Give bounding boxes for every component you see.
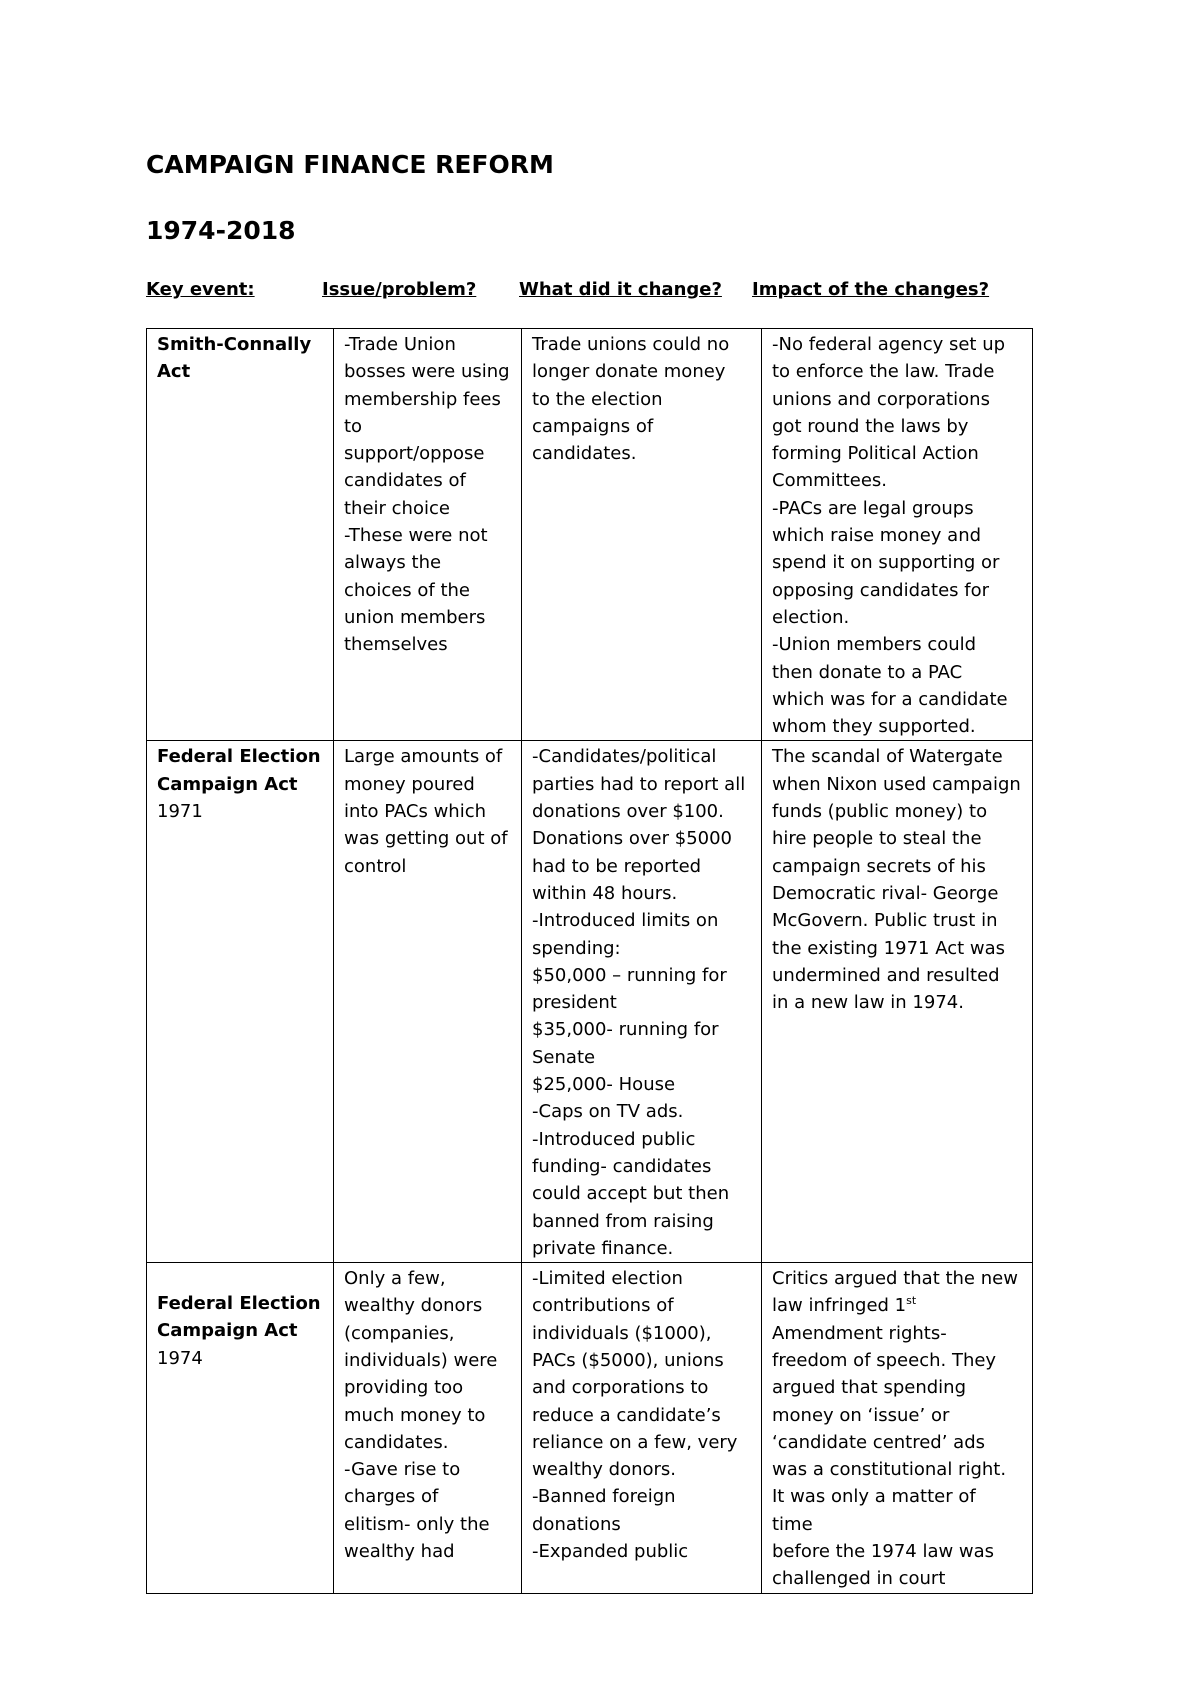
impact-line-text: when Nixon used campaign [772,773,1021,795]
table-row [147,329,1033,741]
impact-line-text: argued that spending [772,1377,966,1399]
impact-line [772,604,1022,631]
issue-cell [334,1263,522,1594]
issue-line-text: choices of the [344,579,470,601]
issue-line-text: wealthy had [344,1541,455,1563]
impact-line [772,495,1022,522]
key-event-cell [147,329,334,741]
change-line [532,1126,751,1153]
column-header-impact: Impact of the changes? [752,279,990,300]
change-line [532,989,751,1016]
issue-line [344,1483,511,1510]
reform-table [146,328,1033,1594]
impact-cell [762,1263,1033,1594]
impact-line-text: unions and corporations [772,388,990,410]
change-line [532,1235,751,1262]
issue-line-text: (companies, [344,1322,455,1344]
impact-line-text: hire people to steal the [772,828,982,850]
change-line-text: -Introduced limits on [532,910,719,932]
change-line-text: $25,000- House [532,1074,676,1096]
impact-line [772,522,1022,549]
change-line-text: private finance. [532,1237,674,1259]
change-line-text: donations [532,1513,621,1535]
change-line [532,743,751,770]
change-line [532,1402,751,1429]
event-name-line: Federal Election [157,746,321,768]
change-line-text: -Introduced public [532,1128,696,1150]
issue-line [344,1538,511,1565]
issue-line-text: themselves [344,634,448,656]
change-line-text: Trade unions could no [532,334,730,355]
impact-line-text: opposing candidates for [772,579,990,601]
change-line-text: spending: [532,937,621,959]
change-line [532,798,751,825]
issue-line [344,549,511,576]
issue-line [344,798,511,825]
issue-line-text: support/oppose [344,443,485,465]
change-line [532,1044,751,1071]
column-header-change: What did it change? [519,279,722,300]
impact-line-text: The scandal of Watergate [772,746,1003,768]
impact-line-text: spend it on supporting or [772,552,1000,574]
issue-line [344,577,511,604]
issue-line-text: individuals) were [344,1349,498,1371]
impact-line [772,631,1022,658]
issue-line [344,413,511,440]
change-line-text: reliance on a few, very [532,1431,738,1453]
change-line-text: donations over $100. [532,801,724,823]
change-line-text: funding- candidates [532,1155,712,1177]
change-line [532,880,751,907]
change-line-text: Donations over $5000 [532,828,733,850]
impact-line [772,358,1022,385]
change-line [532,440,751,467]
impact-line-text: Committees. [772,470,888,492]
issue-line [344,743,511,770]
change-line [532,1098,751,1125]
change-line [532,1374,751,1401]
table-row [147,1263,1033,1594]
issue-line-text: elitism- only the [344,1513,490,1535]
change-line [532,1511,751,1538]
impact-line-text: Amendment rights- [772,1322,947,1344]
change-line [532,1153,751,1180]
impact-line-text: which raise money and [772,525,982,547]
issue-line-text: always the [344,552,442,574]
impact-line [772,743,1022,770]
change-line [532,853,751,880]
issue-line-text: -Trade Union [344,334,456,355]
change-line [532,962,751,989]
issue-line [344,467,511,494]
issue-line-text: bosses were using [344,361,510,383]
change-line-text: to the election [532,388,663,410]
event-name-line: Campaign Act [157,1320,298,1342]
change-line [532,907,751,934]
issue-line-text: much money to [344,1404,486,1426]
issue-cell [334,329,522,741]
impact-line-text: funds (public money) to [772,801,988,823]
change-cell [522,1263,762,1594]
change-cell [522,741,762,1263]
issue-line [344,440,511,467]
change-line-text: individuals ($1000), [532,1322,712,1344]
impact-line-text: law infringed 1 [772,1295,907,1317]
issue-line [344,1402,511,1429]
impact-line [772,853,1022,880]
impact-line [772,1565,1022,1592]
change-line [532,1071,751,1098]
change-line-text: longer donate money [532,361,726,383]
impact-line-text: Democratic rival- George [772,882,999,904]
impact-line [772,1374,1022,1401]
issue-line-text: -These were not [344,525,488,547]
change-line-text: president [532,992,617,1014]
key-event-cell [147,1263,334,1594]
impact-line [772,440,1022,467]
change-line-text: within 48 hours. [532,882,678,904]
issue-line [344,1429,511,1456]
issue-line [344,853,511,880]
impact-line [772,1483,1022,1538]
impact-line [772,989,1022,1016]
change-line-text: contributions of [532,1295,674,1317]
event-name-line: Smith-Connally [157,334,312,355]
change-line [532,358,751,385]
impact-line-text: -Union members could [772,634,977,656]
issue-line [344,358,511,385]
impact-line-text: It was only a matter of time [772,1486,976,1535]
issue-line-text: was getting out of [344,828,508,850]
page-years: 1974-2018 [146,216,296,245]
change-line [532,386,751,413]
impact-line-text: money on ‘issue’ or [772,1404,950,1426]
change-line-text: could accept but then [532,1183,730,1205]
impact-line-text: freedom of speech. They [772,1349,997,1371]
change-line [532,1292,751,1319]
issue-line-text: wealthy donors [344,1295,483,1317]
change-line-text: candidates. [532,443,637,465]
change-line-text: parties had to report all [532,773,746,795]
change-line-text: -Limited election [532,1268,683,1290]
impact-line-text: McGovern. Public trust in [772,910,998,932]
change-line-text: had to be reported [532,855,702,877]
change-line [532,1016,751,1043]
issue-line-text: control [344,855,407,877]
issue-line [344,495,511,522]
impact-line [772,549,1022,576]
impact-line [772,577,1022,604]
change-line-text: reduce a candidate’s [532,1404,721,1426]
event-year: 1971 [157,801,203,823]
impact-line [772,1429,1022,1456]
impact-line-text: election. [772,606,850,628]
impact-line [772,935,1022,962]
issue-line [344,386,511,413]
table-row [147,741,1033,1263]
issue-line-text: union members [344,606,486,628]
change-line-text: -Candidates/political [532,746,717,768]
impact-line-text: challenged in court [772,1568,946,1590]
impact-line-text: -PACs are legal groups [772,497,974,519]
change-line-text: -Caps on TV ads. [532,1101,684,1123]
change-line-text: -Expanded public [532,1541,689,1563]
event-year: 1974 [157,1347,203,1369]
impact-line-text: then donate to a PAC [772,661,963,683]
impact-line [772,1402,1022,1429]
issue-line [344,1456,511,1483]
issue-line-text: Large amounts of [344,746,503,768]
change-line-text: and corporations to [532,1377,709,1399]
issue-line [344,771,511,798]
change-line-text: banned from raising [532,1210,714,1232]
issue-line-text: Only a few, [344,1268,446,1290]
impact-line [772,1538,1022,1565]
impact-line [772,713,1022,740]
impact-line [772,413,1022,440]
impact-line-text: in a new law in 1974. [772,992,964,1014]
impact-line [772,907,1022,934]
impact-line [772,1456,1022,1483]
impact-cell [762,741,1033,1263]
issue-line-text: candidates of [344,470,466,492]
ordinal-superscript: st [906,1294,917,1308]
impact-line-text: -No federal agency set up [772,334,1006,355]
impact-line [772,1292,1022,1319]
change-line [532,935,751,962]
issue-line [344,1374,511,1401]
impact-line [772,331,1022,358]
impact-line-text: campaign secrets of his [772,855,986,877]
impact-line [772,880,1022,907]
change-line-text: wealthy donors. [532,1459,677,1481]
impact-line-text: before the 1974 law was [772,1541,995,1563]
issue-line-text: into PACs which [344,801,487,823]
impact-line [772,467,1022,494]
impact-line [772,825,1022,852]
impact-cell [762,329,1033,741]
change-cell [522,329,762,741]
column-header-issue: Issue/problem? [322,279,477,300]
issue-line [344,1265,511,1292]
key-event-cell [147,741,334,1263]
impact-line-text: whom they supported. [772,716,976,738]
change-line-text: $35,000- running for [532,1019,719,1041]
impact-line-text: to enforce the law. Trade [772,361,995,383]
change-line [532,825,751,852]
event-name-line: Act [157,361,191,383]
event-name-line: Federal Election [157,1293,321,1315]
issue-line [344,1511,511,1538]
change-line [532,1180,751,1207]
change-line [532,771,751,798]
impact-line-text: got round the laws by [772,415,969,437]
impact-line [772,798,1022,825]
change-line [532,413,751,440]
impact-line-text: the existing 1971 Act was [772,937,1005,959]
issue-line [344,1320,511,1347]
issue-line [344,604,511,631]
change-line-text: $50,000 – running for [532,964,727,986]
change-line [532,1208,751,1235]
impact-line [772,1320,1022,1347]
issue-line-text: providing too [344,1377,464,1399]
column-header-key-event: Key event: [146,279,255,300]
change-line-text: -Banned foreign [532,1486,676,1508]
issue-line-text: to [344,415,363,437]
issue-line-text: -Gave rise to [344,1459,461,1481]
change-line [532,1265,751,1292]
page-title: CAMPAIGN FINANCE REFORM [146,150,554,179]
impact-line-text: which was for a candidate [772,688,1008,710]
impact-line [772,771,1022,798]
impact-line-text: forming Political Action [772,443,979,465]
change-line [532,1456,751,1483]
event-name-line: Campaign Act [157,773,298,795]
change-line [532,1483,751,1510]
issue-line [344,1292,511,1319]
impact-line [772,386,1022,413]
impact-line [772,1265,1022,1292]
change-line-text: campaigns of [532,415,654,437]
impact-line-text: was a constitutional right. [772,1459,1007,1481]
issue-line-text: membership fees [344,388,501,410]
change-line-text: Senate [532,1046,596,1068]
impact-line [772,962,1022,989]
issue-line [344,1347,511,1374]
issue-line [344,522,511,549]
impact-line [772,1347,1022,1374]
change-line [532,1320,751,1347]
issue-cell [334,741,522,1263]
impact-line [772,686,1022,713]
change-line [532,1429,751,1456]
change-line [532,1347,751,1374]
change-line-text: PACs ($5000), unions [532,1349,724,1371]
change-line [532,1538,751,1565]
impact-line-text: undermined and resulted [772,964,1000,986]
issue-line-text: charges of [344,1486,439,1508]
issue-line [344,631,511,658]
impact-line-text: ‘candidate centred’ ads [772,1431,986,1453]
impact-line-text: Critics argued that the new [772,1268,1018,1290]
issue-line-text: candidates. [344,1431,449,1453]
issue-line [344,331,511,358]
issue-line-text: money poured [344,773,475,795]
issue-line-text: their choice [344,497,450,519]
impact-line [772,659,1022,686]
issue-line [344,825,511,852]
change-line [532,331,751,358]
